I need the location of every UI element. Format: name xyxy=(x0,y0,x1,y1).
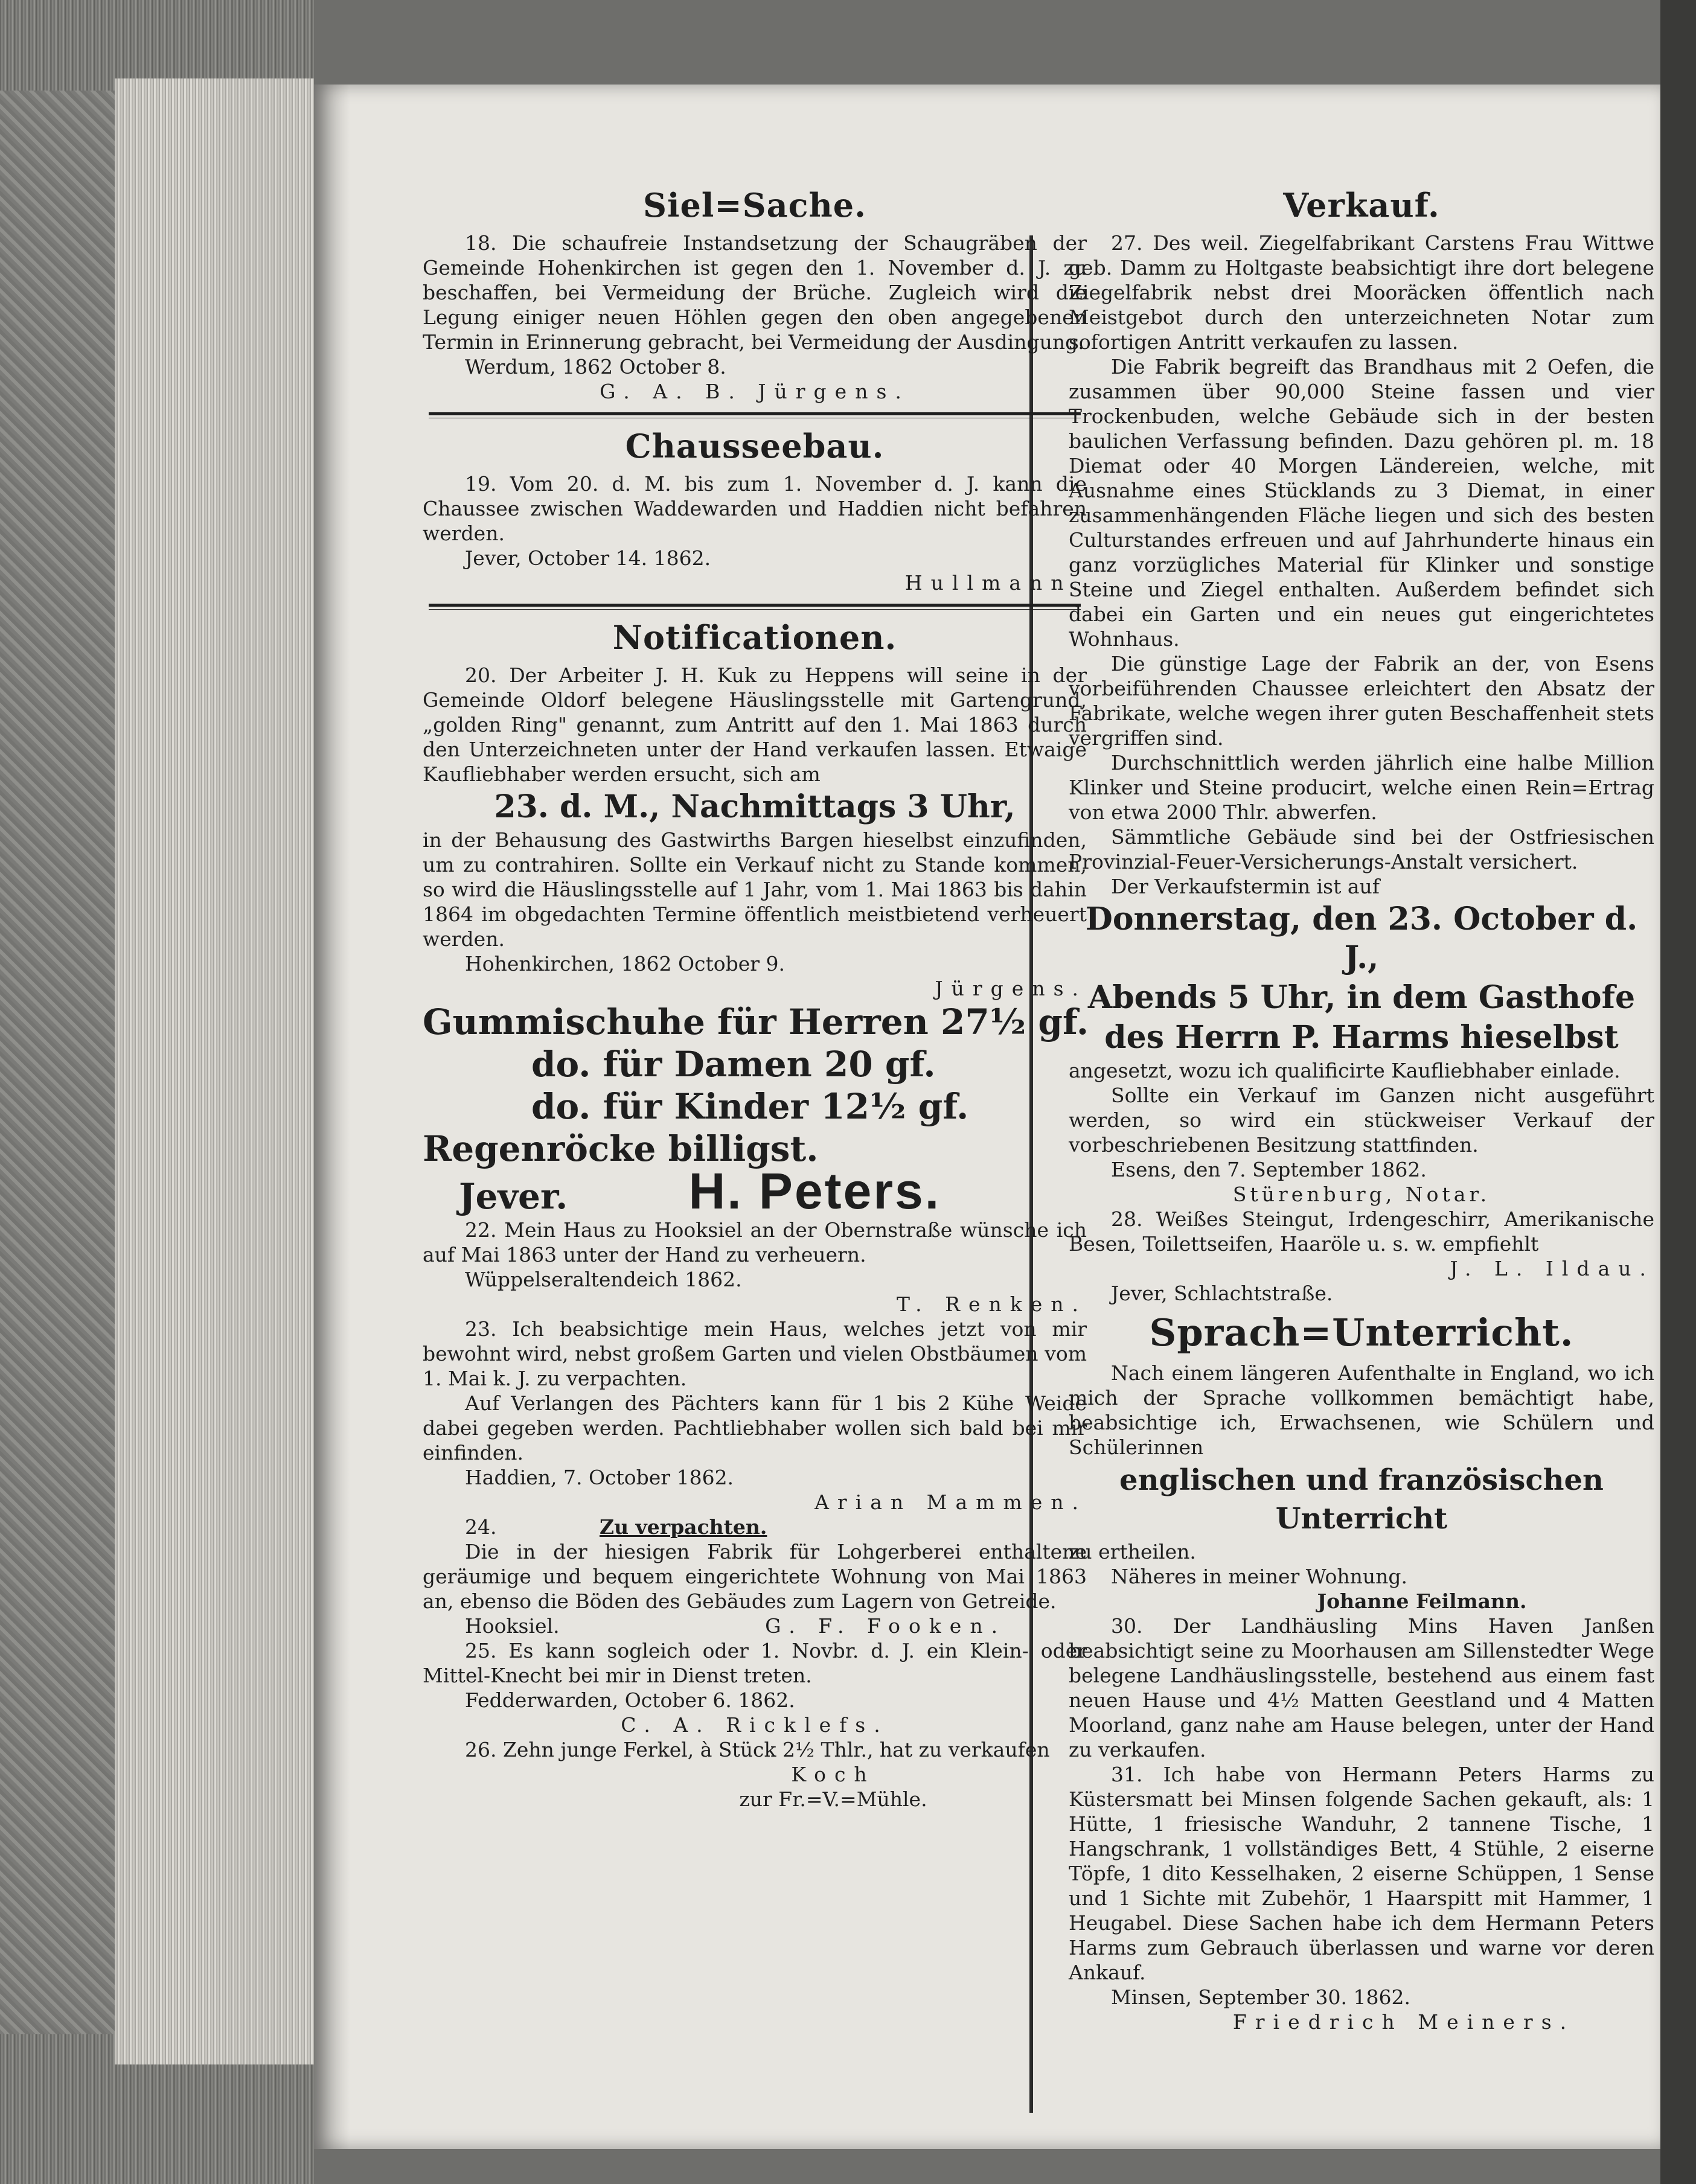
notice-31-signature: Friedrich Meiners. xyxy=(1232,2010,1575,2034)
notice-23-cont: Auf Verlangen des Pächters kann für 1 bis 2 Kühe Weide dabei gegeben werden. Pachtliebhaber wollen sich bald bei mir einfinden. xyxy=(423,1391,1087,1464)
right-column xyxy=(1069,181,1654,2034)
notice-24-number: 24. xyxy=(465,1515,497,1539)
gum-line-3: do. für Kinder 12½ gf. xyxy=(531,1086,969,1127)
notice-26: 26. Zehn junge Ferkel, à Stück 2½ Thlr., hat zu verkaufen xyxy=(465,1738,1050,1761)
notice-30: 30. Der Landhäusling Mins Haven Janßen beabsichtigt seine zu Moorhausen am Sillenstedter Wege belegene Landhäuslingsstelle, bestehend aus einem fast neuen Hause und 4½ Matten Geestland und 4 Matten Moorland, ganz nahe am Hause belegen, unter der Hand zu verkaufen. xyxy=(1069,1614,1654,1761)
notice-19-signature: Hullmann. xyxy=(904,571,1087,595)
notice-24: Die in der hiesigen Fabrik für Lohgerberei enthaltene geräumige und bequem eingerichtete Wohnung von Mai 1863 an, ebenso die Böden des Gebäudes zum Lagern von Getreide. xyxy=(423,1540,1087,1613)
siel-heading: Siel=Sache. xyxy=(643,186,866,225)
notice-24-signature: G. F. Fooken. xyxy=(765,1614,1006,1638)
right-background xyxy=(1660,0,1696,2184)
notice-27-p8: Sollte ein Verkauf im Ganzen nicht ausgeführt werden, so wird ein stückweiser Verkauf der vorbeschriebenen Besitzung stattfinden. xyxy=(1069,1084,1654,1157)
notice-23-signature: Arian Mammen. xyxy=(814,1490,1087,1514)
notice-28-place: Jever, Schlachtstraße. xyxy=(1111,1282,1333,1305)
notice-18-signature: G. A. B. Jürgens. xyxy=(600,380,910,403)
notice-24-place: Hooksiel. xyxy=(465,1614,560,1638)
section-rule xyxy=(429,604,1081,610)
notice-25: 25. Es kann sogleich oder 1. Novbr. d. J. ein Klein- oder Mittel-Knecht bei mir in Dienst treten. xyxy=(423,1639,1087,1687)
book-edge xyxy=(0,0,314,2184)
notice-27-signature: Stürenburg, Notar. xyxy=(1232,1183,1491,1206)
notice-27-date-2: Abends 5 Uhr, in dem Gasthofe xyxy=(1087,979,1636,1016)
notice-19-place: Jever, October 14. 1862. xyxy=(465,546,711,570)
verkauf-heading: Verkauf. xyxy=(1283,186,1440,225)
notice-24-title: Zu verpachten. xyxy=(599,1515,767,1539)
book-cover xyxy=(0,91,115,2034)
notice-27-date-1: Donnerstag, den 23. October d. J., xyxy=(1085,901,1638,976)
notice-27-p2: Die Fabrik begreift das Brandhaus mit 2 Oefen, die zusammen über 90,000 Steine fassen und vier Trockenbuden, welche Gebäude sich in der besten baulichen Verfassung befinden. Dazu gehören pl. m. 18 Diemat oder 40 Morgen Ländereien, welche, mit Ausnahme eines Stücklands zu 3 Diemat, in einer zusammenhängenden Fläche liegen und sich des besten Culturstandes erfreuen und auf Jahrhunderte hinaus ein ganz vorzügliches Material für Klinker und sonstige Steine und Ziegel enthalten. Außerdem befindet sich dabei ein Garten und ein neues gut eingerichtetes Wohnhaus. xyxy=(1069,355,1654,651)
page-stack xyxy=(115,78,314,2064)
notice-26-signature-2: zur Fr.=V.=Mühle. xyxy=(739,1787,927,1811)
notice-20-signature: Jürgens. xyxy=(935,977,1087,1000)
section-rule xyxy=(429,412,1081,418)
notice-28-signature: J. L. Ildau. xyxy=(1450,1257,1654,1280)
notice-27: 27. Des weil. Ziegelfabrikant Carstens Frau Wittwe geb. Damm zu Holtgaste beabsichtigt ihre dort belegene Ziegelfabrik nebst drei Mooräcken öffentlich nach Meistgebot durch den unterzeichneten Notar zum sofortigen Antritt verkaufen zu lassen. xyxy=(1069,231,1654,354)
notice-27-place: Esens, den 7. September 1862. xyxy=(1111,1158,1427,1181)
notice-27-p3: Die günstige Lage der Fabrik an der, von Esens vorbeiführenden Chaussee erleichtert den Absatz der Fabrikate, welche wegen ihrer guten Beschaffenheit stets vergriffen sind. xyxy=(1069,652,1654,750)
notice-25-place: Fedderwarden, October 6. 1862. xyxy=(465,1688,795,1712)
notice-20-cont: in der Behausung des Gastwirths Bargen hieselbst einzufinden, um zu contrahiren. Sollte ein Verkauf nicht zu Stande kommen, so wird die Häuslingsstelle auf 1 Jahr, vom 1. Mai 1863 bis dahin 1864 im obgedachten Termine öffentlich meistbietend verheuert werden. xyxy=(423,828,1087,951)
notice-27-p7: angesetzt, wozu ich qualificirte Kaufliebhaber einlade. xyxy=(1069,1059,1621,1082)
gum-place: Jever. xyxy=(459,1176,568,1217)
gutter-shadow xyxy=(314,85,350,2149)
sprach-signature: Johanne Feilmann. xyxy=(1317,1589,1527,1613)
left-column xyxy=(423,181,1087,1812)
notice-23: 23. Ich beabsichtige mein Haus, welches jetzt von mir bewohnt wird, nebst großem Garten und vielen Obstbäumen vom 1. Mai k. J. zu verpachten. xyxy=(423,1317,1087,1390)
gum-line-4: Regenröcke billigst. xyxy=(423,1128,819,1169)
notice-31: 31. Ich habe von Hermann Peters Harms zu Küstersmatt bei Minsen folgende Sachen gekauft, als: 1 Hütte, 1 friesische Wanduhr, 2 tannene Tische, 1 Hangschrank, 1 vollständiges Bett, 4 Stühle, 2 eiserne Töpfe, 1 dito Kesselhaken, 2 eiserne Schüppen, 1 Sense und 1 Sichte mit Zubehör, 1 Haarspitt mit Hammer, 1 Heugabel. Diese Sachen habe ich dem Hermann Peters Harms zum Gebrauch überlassen und warne vor deren Ankauf. xyxy=(1069,1763,1654,1984)
gum-line-2: do. für Damen 20 gf. xyxy=(531,1044,936,1085)
notice-19: 19. Vom 20. d. M. bis zum 1. November d. J. kann die Chaussee zwischen Waddewarden und Haddien nicht befahren werden. xyxy=(423,472,1087,545)
sprach-text-3: Näheres in meiner Wohnung. xyxy=(1111,1565,1407,1588)
notice-26-signature: Koch xyxy=(791,1763,875,1786)
notice-18-place: Werdum, 1862 October 8. xyxy=(465,355,726,378)
sprach-heading: Sprach=Unterricht. xyxy=(1149,1311,1574,1355)
notifications-heading: Notificationen. xyxy=(612,618,897,657)
notice-20: 20. Der Arbeiter J. H. Kuk zu Heppens will seine in der Gemeinde Oldorf belegene Häuslingsstelle mit Gartengrund, „golden Ring" genannt, zum Antritt auf den 1. Mai 1863 durch den Unterzeichneten unter der Hand verkaufen lassen. Etwaige Kaufliebhaber werden ersucht, sich am xyxy=(423,663,1087,786)
notice-27-date-3: des Herrn P. Harms hieselbst xyxy=(1104,1019,1619,1056)
sprach-text-2: zu ertheilen. xyxy=(1069,1540,1196,1563)
notice-22: 22. Mein Haus zu Hooksiel an der Obernstraße wünsche ich auf Mai 1863 unter der Hand zu verheuern. xyxy=(423,1218,1087,1266)
notice-28: 28. Weißes Steingut, Irdengeschirr, Amerikanische Besen, Toilettseifen, Haaröle u. s. w. empfiehlt xyxy=(1069,1207,1654,1256)
notice-25-signature: C. A. Ricklefs. xyxy=(621,1713,889,1737)
notice-18: 18. Die schaufreie Instandsetzung der Schaugräben der Gemeinde Hohenkirchen ist gegen den 1. November d. J. zu beschaffen, bei Vermeidung der Brüche. Zugleich wird die Legung einiger neuen Höhlen gegen den oben angegebenen Termin in Erinnerung gebracht, bei Vermeidung der Ausdingung. xyxy=(423,231,1087,354)
notice-22-signature: T. Renken. xyxy=(896,1292,1087,1316)
notice-27-p4: Durchschnittlich werden jährlich eine halbe Million Klinker und Steine producirt, welche einen Rein=Ertrag von etwa 2000 Thlr. abwerfen. xyxy=(1069,751,1654,824)
notice-31-place: Minsen, September 30. 1862. xyxy=(1111,1985,1410,2009)
notice-27-p6: Der Verkaufstermin ist auf xyxy=(1111,875,1380,898)
sprach-subjects: englischen und französischen Unterricht xyxy=(1119,1463,1604,1536)
chaussee-heading: Chausseebau. xyxy=(625,427,885,465)
notice-20-date: 23. d. M., Nachmittags 3 Uhr, xyxy=(494,788,1016,825)
newspaper-page xyxy=(314,85,1660,2149)
notice-20-place: Hohenkirchen, 1862 October 9. xyxy=(465,952,786,975)
sprach-text: Nach einem längeren Aufenthalte in England, wo ich mich der Sprache vollkommen bemächtigt habe, beabsichtige ich, Erwachsenen, wie Schülern und Schülerinnen xyxy=(1069,1361,1654,1459)
notice-23-place: Haddien, 7. October 1862. xyxy=(465,1466,734,1489)
notice-27-p5: Sämmtliche Gebäude sind bei der Ostfriesischen Provinzial-Feuer-Versicherungs-Anstalt versichert. xyxy=(1069,825,1654,873)
gum-advertiser: H. Peters. xyxy=(688,1163,941,1219)
notice-22-place: Wüppelseraltendeich 1862. xyxy=(465,1268,742,1291)
gum-line-1: Gummischuhe für Herren 27½ gf. xyxy=(423,1001,1089,1043)
